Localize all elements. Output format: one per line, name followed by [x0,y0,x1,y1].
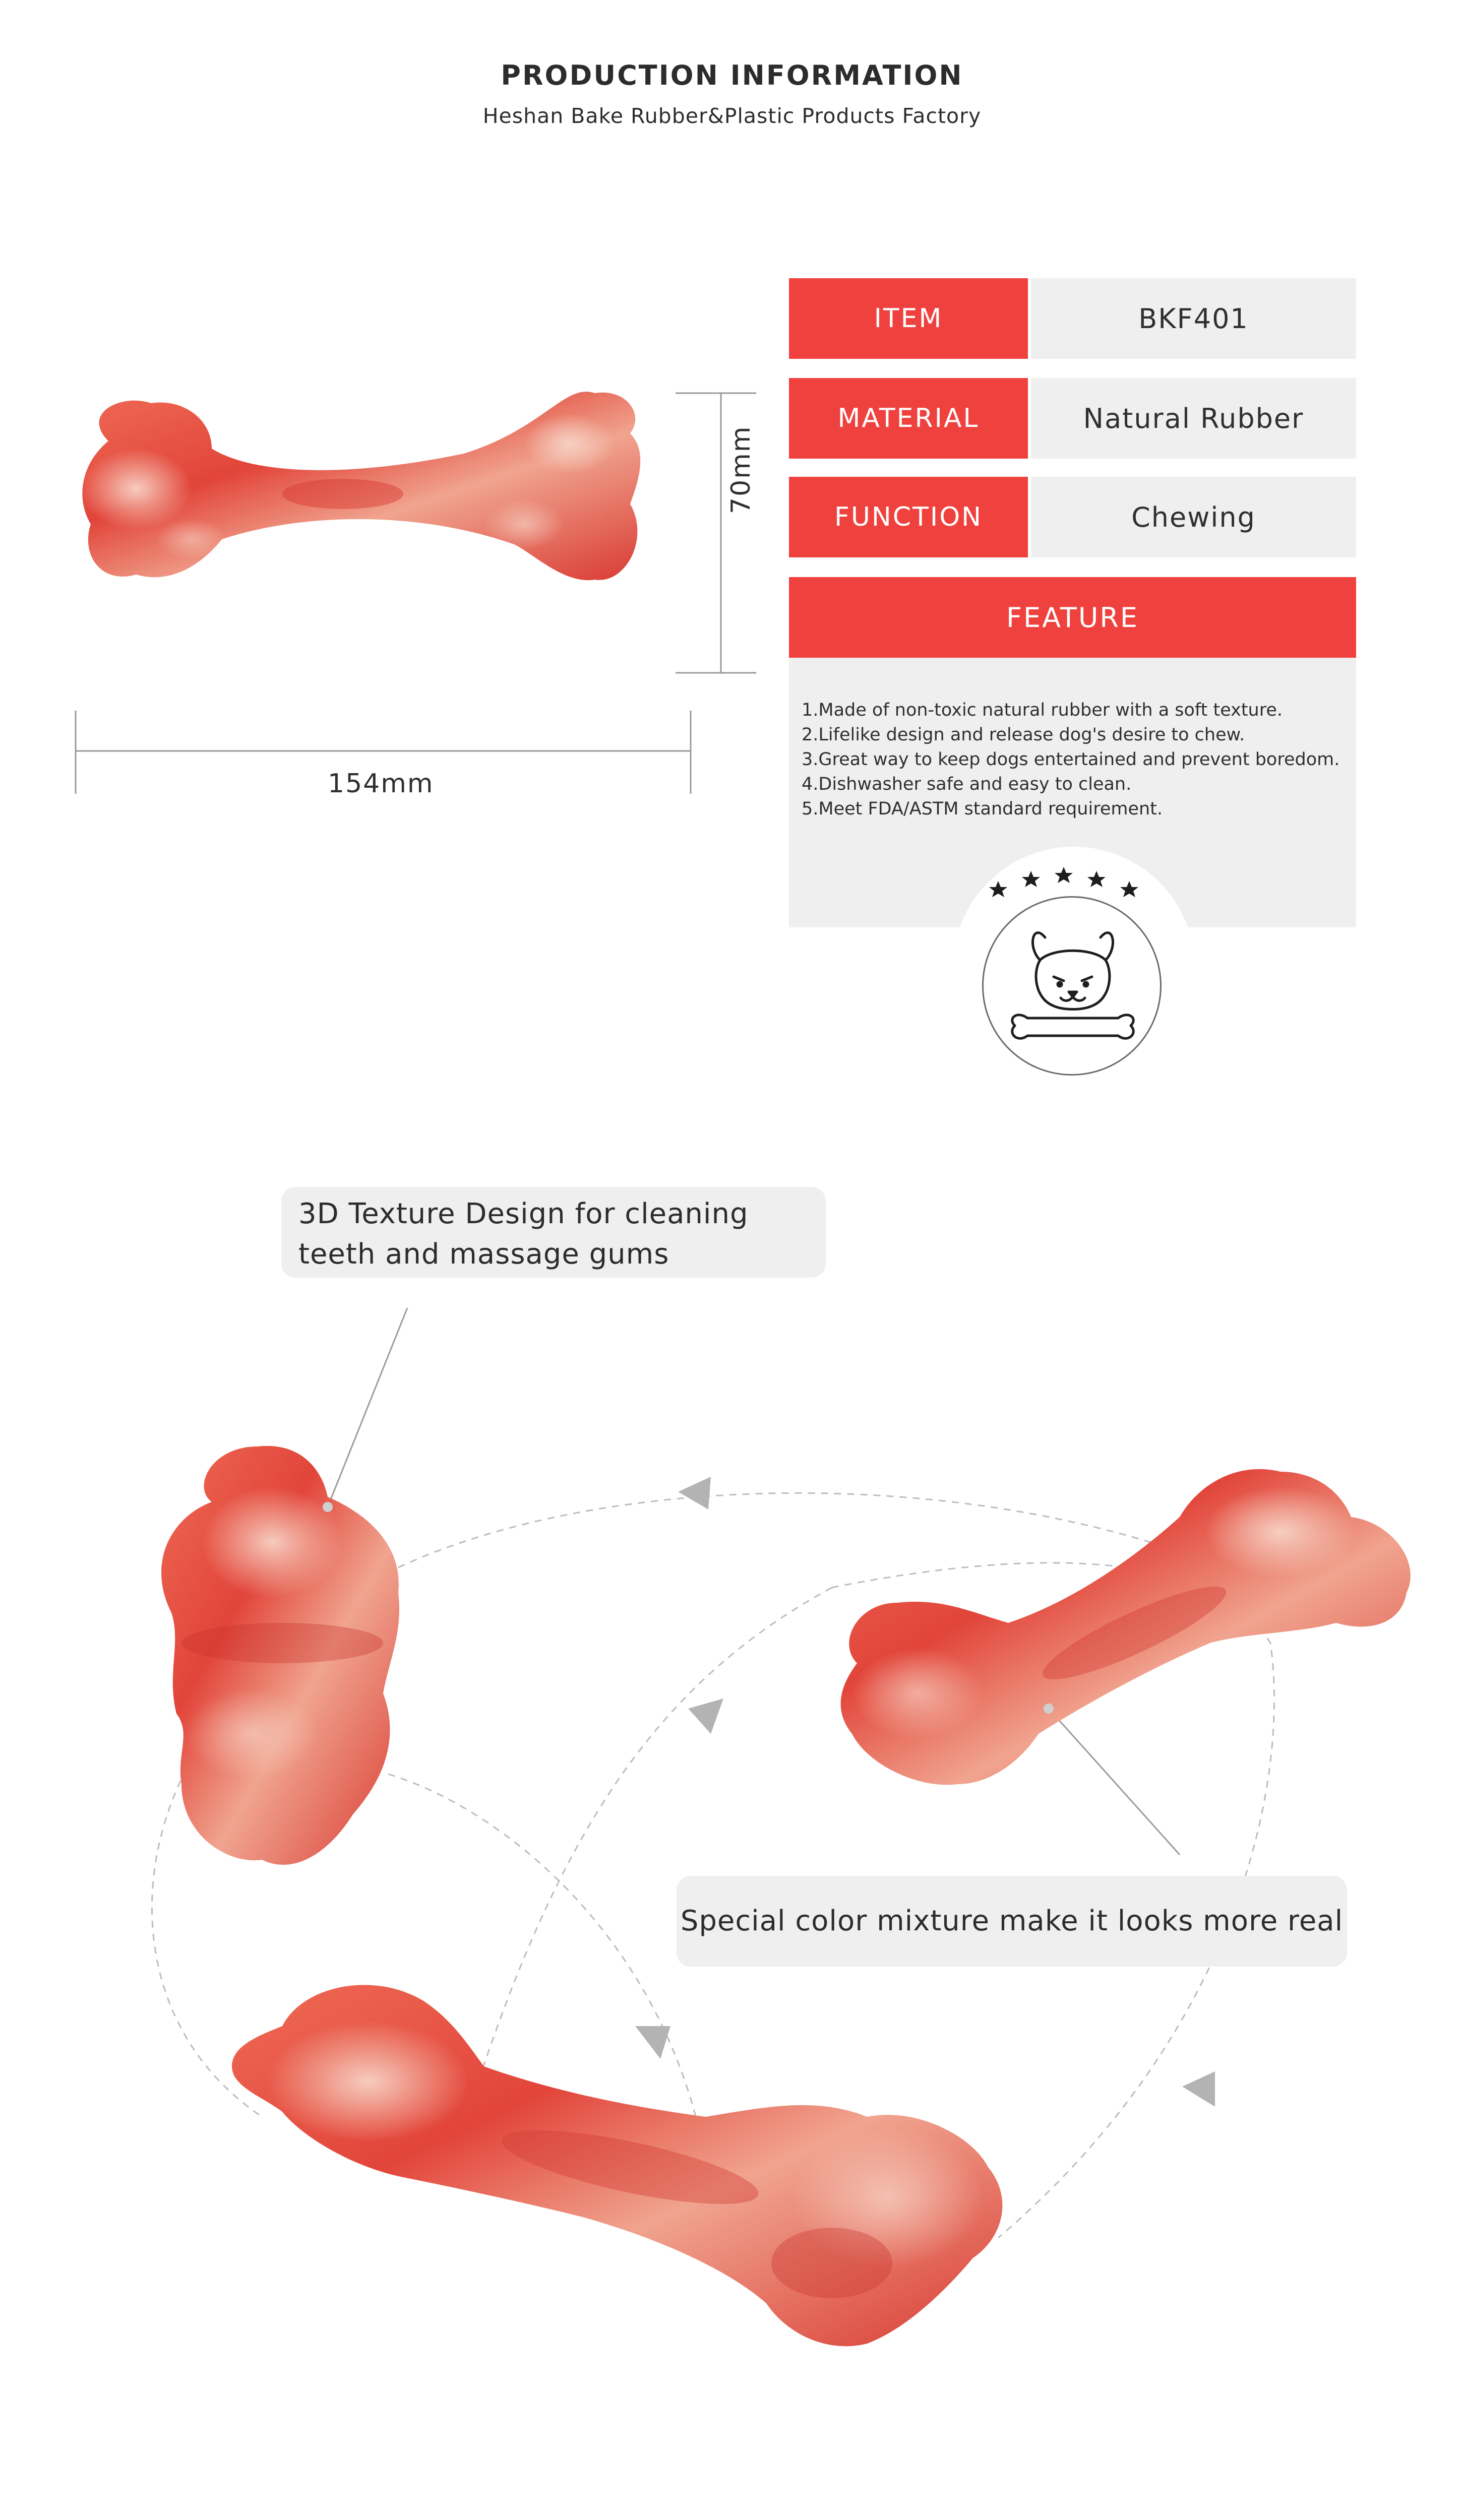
product-dimension-diagram [60,373,776,827]
bone-angled-view-image [841,1469,1411,1785]
spec-material-label: MATERIAL [789,378,1028,459]
feature-item: 3.Great way to keep dogs entertained and prevent boredom. [802,749,1340,770]
page-subtitle: Heshan Bake Rubber&Plastic Products Factory [482,104,982,128]
feature-item: 2.Lifelike design and release dog's desire to chew. [802,725,1245,745]
spec-item-value: BKF401 [1031,278,1356,359]
star-icon [1022,871,1040,887]
page-title: PRODUCTION INFORMATION [501,59,963,91]
arrow-icon [688,1698,723,1734]
bone-end-view-image [161,1446,399,1865]
star-icon [1120,881,1138,897]
color-callout: Special color mixture make it looks more real [677,1876,1347,1967]
bone-top-view-image [81,392,640,580]
star-icon [989,881,1007,897]
spec-function-label: FUNCTION [789,477,1028,557]
feature-item: 1.Made of non-toxic natural rubber with a soft texture. [802,700,1283,720]
star-icon [1055,867,1073,883]
width-dimension-label: 154mm [328,769,434,799]
bone-icon [1012,1015,1133,1039]
texture-callout: 3D Texture Design for cleaning teeth and massage gums [281,1187,826,1278]
height-dimension-label: 70mm [726,425,756,514]
feature-item: 5.Meet FDA/ASTM standard requirement. [802,799,1163,819]
dog-face-icon [997,917,1148,1058]
feature-item: 4.Dishwasher safe and easy to clean. [802,774,1132,794]
feature-heading: FEATURE [789,577,1356,658]
spec-item-label: ITEM [789,278,1028,359]
spec-material-value: Natural Rubber [1031,378,1356,459]
star-icon [1087,871,1106,887]
bone-side-view-image [232,1985,1002,2346]
feature-list [802,698,1339,822]
spec-function-value: Chewing [1031,477,1356,557]
arrow-icon [635,2026,670,2059]
arrow-icon [678,1477,711,1509]
arrow-icon [1182,2071,1215,2107]
